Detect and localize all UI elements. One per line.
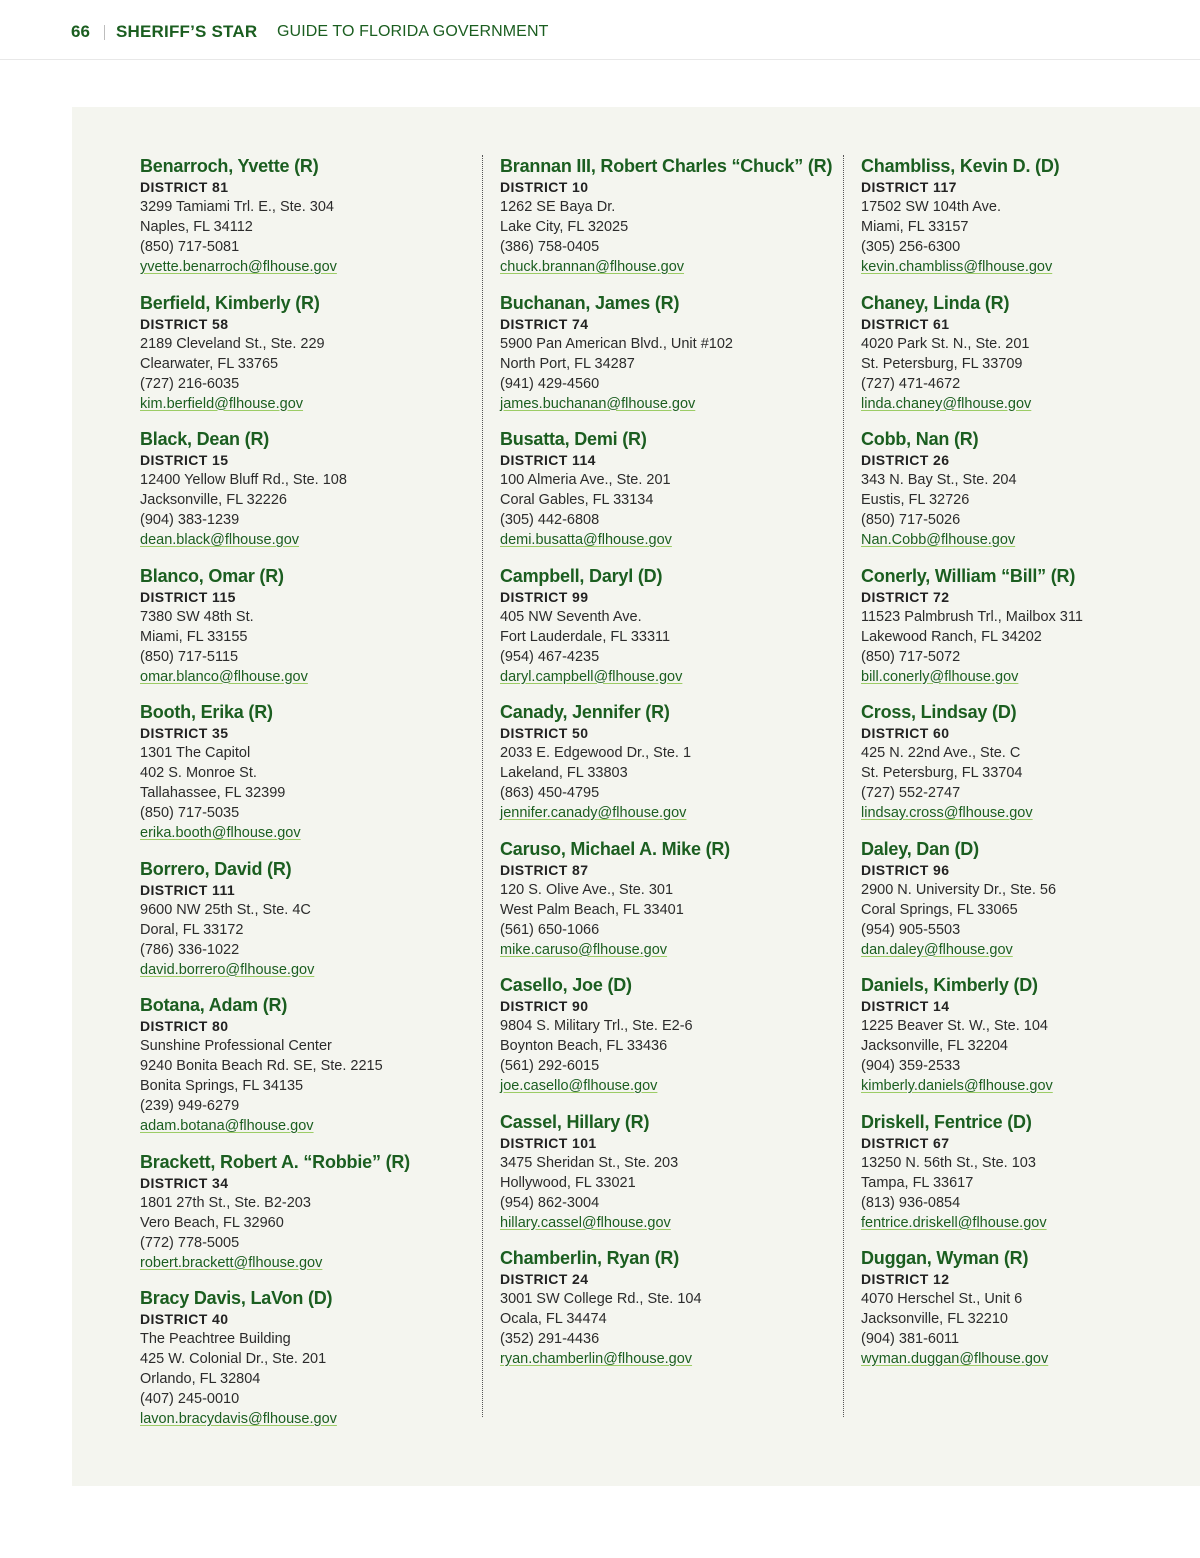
- address-line: Boynton Beach, FL 33436: [500, 1038, 668, 1054]
- phone-number: (941) 429-4560: [500, 375, 600, 392]
- email-link[interactable]: kim.berfield@flhouse.gov: [140, 395, 304, 412]
- address-line: 12400 Yellow Bluff Rd., Ste. 108: [140, 472, 347, 488]
- email-link[interactable]: mike.caruso@flhouse.gov: [500, 941, 668, 958]
- page-number: 66: [71, 22, 90, 41]
- representative-name: Berfield, Kimberly (R): [140, 292, 320, 313]
- phone-number: (850) 717-5035: [140, 805, 240, 821]
- representative-name: Chaney, Linda (R): [861, 292, 1010, 313]
- district-label: DISTRICT 111: [140, 881, 236, 898]
- address-line: Doral, FL 33172: [140, 921, 244, 938]
- address-line: 3001 SW College Rd., Ste. 104: [500, 1291, 702, 1307]
- email-link[interactable]: daryl.campbell@flhouse.gov: [500, 668, 683, 685]
- email-link[interactable]: fentrice.driskell@flhouse.gov: [861, 1214, 1047, 1231]
- district-label: DISTRICT 81: [140, 179, 229, 195]
- email-link[interactable]: kevin.chambliss@flhouse.gov: [861, 259, 1053, 275]
- phone-number: (954) 467-4235: [500, 648, 600, 665]
- address-line: 4070 Herschel St., Unit 6: [861, 1291, 1023, 1307]
- representative-entry: [861, 292, 1191, 414]
- representative-entry: [140, 155, 470, 277]
- phone-number: (904) 381-6011: [861, 1331, 960, 1347]
- address-line: Fort Lauderdale, FL 33311: [500, 628, 671, 645]
- phone-number: (727) 552-2747: [861, 785, 961, 801]
- district-label: DISTRICT 35: [140, 725, 229, 741]
- district-label: DISTRICT 115: [140, 588, 236, 605]
- district-label: DISTRICT 26: [861, 452, 950, 468]
- address-line: 17502 SW 104th Ave.: [861, 199, 1002, 215]
- representative-name: Casello, Joe (D): [500, 975, 632, 995]
- district-label: DISTRICT 24: [500, 1271, 589, 1287]
- address-line: The Peachtree Building: [140, 1331, 291, 1347]
- representative-entry: [140, 994, 470, 1136]
- phone-number: (386) 758-0405: [500, 239, 600, 255]
- representative-name: Cassel, Hillary (R): [500, 1111, 650, 1132]
- phone-number: (850) 717-5026: [861, 512, 961, 528]
- district-label: DISTRICT 10: [500, 179, 589, 195]
- district-label: DISTRICT 12: [861, 1271, 950, 1287]
- district-label: DISTRICT 61: [861, 315, 950, 332]
- representative-name: Blanco, Omar (R): [140, 565, 284, 586]
- address-line: West Palm Beach, FL 33401: [500, 901, 684, 918]
- district-label: DISTRICT 74: [500, 315, 589, 332]
- district-label: DISTRICT 15: [140, 452, 229, 468]
- phone-number: (561) 650-1066: [500, 921, 600, 938]
- district-label: DISTRICT 80: [140, 1018, 229, 1034]
- address-line: Lake City, FL 32025: [500, 219, 629, 235]
- representative-name: Busatta, Demi (R): [500, 429, 647, 449]
- email-link[interactable]: hillary.cassel@flhouse.gov: [500, 1214, 671, 1231]
- email-link[interactable]: robert.brackett@flhouse.gov: [140, 1254, 323, 1271]
- address-line: 3299 Tamiami Trl. E., Ste. 304: [140, 199, 334, 215]
- address-line: 11523 Palmbrush Trl., Mailbox 311: [861, 608, 1083, 625]
- address-line: Lakeland, FL 33803: [500, 765, 628, 781]
- phone-number: (305) 256-6300: [861, 239, 961, 255]
- address-line: 425 N. 22nd Ave., Ste. C: [861, 745, 1021, 761]
- representative-entry: [861, 974, 1191, 1096]
- representative-entry: [861, 155, 1191, 277]
- representative-name: Booth, Erika (R): [140, 702, 273, 722]
- representative-entry: [861, 1247, 1191, 1369]
- phone-number: (850) 717-5115: [140, 648, 239, 665]
- header-divider: [104, 25, 105, 40]
- address-line: 5900 Pan American Blvd., Unit #102: [500, 335, 733, 352]
- email-link[interactable]: dan.daley@flhouse.gov: [861, 941, 1013, 958]
- representative-name: Caruso, Michael A. Mike (R): [500, 838, 730, 859]
- district-label: DISTRICT 72: [861, 588, 950, 605]
- address-line: Coral Springs, FL 33065: [861, 901, 1018, 918]
- address-line: Hollywood, FL 33021: [500, 1174, 636, 1191]
- representative-entry: [861, 565, 1191, 687]
- phone-number: (813) 936-0854: [861, 1194, 961, 1211]
- address-line: 405 NW Seventh Ave.: [500, 608, 642, 625]
- address-line: Jacksonville, FL 32226: [140, 492, 287, 508]
- column-divider: [843, 155, 844, 1417]
- representative-name: Botana, Adam (R): [140, 995, 288, 1015]
- phone-number: (305) 442-6808: [500, 512, 600, 528]
- email-link[interactable]: jennifer.canady@flhouse.gov: [500, 805, 687, 821]
- representative-name: Borrero, David (R): [140, 858, 292, 879]
- representative-name: Campbell, Daryl (D): [500, 565, 663, 586]
- phone-number: (772) 778-5005: [140, 1234, 240, 1251]
- address-line: Ocala, FL 34474: [500, 1311, 607, 1327]
- email-link[interactable]: kimberly.daniels@flhouse.gov: [861, 1078, 1053, 1094]
- phone-number: (786) 336-1022: [140, 941, 240, 958]
- column-divider: [482, 155, 483, 1417]
- address-line: 2900 N. University Dr., Ste. 56: [861, 881, 1057, 898]
- phone-number: (407) 245-0010: [140, 1391, 240, 1407]
- email-link[interactable]: omar.blanco@flhouse.gov: [140, 668, 308, 685]
- email-link[interactable]: chuck.brannan@flhouse.gov: [500, 259, 685, 275]
- address-line: 9804 S. Military Trl., Ste. E2-6: [500, 1018, 693, 1034]
- representative-entry: [500, 701, 830, 823]
- address-line: Miami, FL 33155: [140, 628, 248, 645]
- district-label: DISTRICT 117: [861, 179, 957, 195]
- representative-entry: [140, 428, 470, 550]
- address-line: 120 S. Olive Ave., Ste. 301: [500, 881, 674, 898]
- district-label: DISTRICT 114: [500, 452, 596, 468]
- representative-entry: [140, 858, 470, 980]
- email-link[interactable]: wyman.duggan@flhouse.gov: [861, 1351, 1049, 1367]
- address-line: 13250 N. 56th St., Ste. 103: [861, 1154, 1036, 1171]
- phone-number: (904) 359-2533: [861, 1058, 961, 1074]
- representative-entry: [140, 701, 470, 843]
- district-label: DISTRICT 60: [861, 725, 950, 741]
- address-line: 402 S. Monroe St.: [140, 765, 257, 781]
- directory-column-1: [140, 155, 470, 1444]
- address-line: North Port, FL 34287: [500, 355, 635, 372]
- email-link[interactable]: ryan.chamberlin@flhouse.gov: [500, 1351, 693, 1367]
- district-label: DISTRICT 99: [500, 588, 589, 605]
- phone-number: (954) 862-3004: [500, 1194, 600, 1211]
- address-line: 100 Almeria Ave., Ste. 201: [500, 472, 671, 488]
- address-line: Jacksonville, FL 32204: [861, 1038, 1008, 1054]
- representative-name: Daley, Dan (D): [861, 838, 979, 859]
- representative-name: Brannan III, Robert Charles “Chuck” (R): [500, 156, 833, 176]
- representative-name: Cobb, Nan (R): [861, 429, 979, 449]
- representative-name: Bracy Davis, LaVon (D): [140, 1288, 333, 1308]
- district-label: DISTRICT 67: [861, 1134, 950, 1151]
- address-line: Jacksonville, FL 32210: [861, 1311, 1008, 1327]
- phone-number: (850) 717-5072: [861, 648, 961, 665]
- email-link[interactable]: linda.chaney@flhouse.gov: [861, 395, 1032, 412]
- address-line: 343 N. Bay St., Ste. 204: [861, 472, 1017, 488]
- district-label: DISTRICT 96: [861, 861, 950, 878]
- representative-name: Driskell, Fentrice (D): [861, 1111, 1032, 1132]
- address-line: 1225 Beaver St. W., Ste. 104: [861, 1018, 1048, 1034]
- address-line: Clearwater, FL 33765: [140, 355, 279, 372]
- address-line: 2189 Cleveland St., Ste. 229: [140, 335, 325, 352]
- phone-number: (352) 291-4436: [500, 1331, 600, 1347]
- address-line: Naples, FL 34112: [140, 219, 253, 235]
- address-line: 1301 The Capitol: [140, 745, 251, 761]
- representative-name: Black, Dean (R): [140, 429, 270, 449]
- representative-name: Brackett, Robert A. “Robbie” (R): [140, 1151, 410, 1172]
- representative-name: Daniels, Kimberly (D): [861, 975, 1038, 995]
- email-link[interactable]: lindsay.cross@flhouse.gov: [861, 805, 1033, 821]
- email-link[interactable]: lavon.bracydavis@flhouse.gov: [140, 1411, 337, 1427]
- email-link[interactable]: james.buchanan@flhouse.gov: [500, 395, 696, 412]
- address-line: Eustis, FL 32726: [861, 492, 970, 508]
- section-title: GUIDE TO FLORIDA GOVERNMENT: [277, 23, 549, 40]
- representative-entry: [140, 1151, 470, 1273]
- address-line: Coral Gables, FL 33134: [500, 492, 654, 508]
- representative-name: Cross, Lindsay (D): [861, 702, 1017, 722]
- district-label: DISTRICT 50: [500, 725, 589, 741]
- representative-entry: [500, 565, 830, 687]
- representative-name: Canady, Jennifer (R): [500, 702, 670, 722]
- address-line: 4020 Park St. N., Ste. 201: [861, 335, 1030, 352]
- address-line: 9600 NW 25th St., Ste. 4C: [140, 901, 311, 918]
- representative-name: Duggan, Wyman (R): [861, 1248, 1029, 1268]
- district-label: DISTRICT 87: [500, 861, 589, 878]
- email-link[interactable]: yvette.benarroch@flhouse.gov: [140, 259, 337, 275]
- representative-entry: [500, 292, 830, 414]
- representative-entry: [861, 701, 1191, 823]
- address-line: 9240 Bonita Beach Rd. SE, Ste. 2215: [140, 1058, 383, 1074]
- email-link[interactable]: adam.botana@flhouse.gov: [140, 1118, 314, 1134]
- district-label: DISTRICT 58: [140, 315, 229, 332]
- representative-entry: [500, 155, 833, 277]
- phone-number: (904) 383-1239: [140, 512, 240, 528]
- phone-number: (727) 471-4672: [861, 375, 961, 392]
- representative-entry: [861, 428, 1191, 550]
- phone-number: (850) 717-5081: [140, 239, 240, 255]
- address-line: 7380 SW 48th St.: [140, 608, 254, 625]
- representative-entry: [861, 1111, 1191, 1233]
- address-line: Lakewood Ranch, FL 34202: [861, 628, 1042, 645]
- representative-name: Benarroch, Yvette (R): [140, 156, 319, 176]
- address-line: St. Petersburg, FL 33704: [861, 765, 1023, 781]
- district-label: DISTRICT 34: [140, 1174, 229, 1191]
- address-line: 2033 E. Edgewood Dr., Ste. 1: [500, 745, 692, 761]
- phone-number: (239) 949-6279: [140, 1098, 240, 1114]
- address-line: Miami, FL 33157: [861, 219, 969, 235]
- address-line: 425 W. Colonial Dr., Ste. 201: [140, 1351, 327, 1367]
- directory-column-3: [861, 155, 1191, 1384]
- representative-entry: [500, 1247, 830, 1369]
- representative-name: Chambliss, Kevin D. (D): [861, 156, 1060, 176]
- email-link[interactable]: dean.black@flhouse.gov: [140, 532, 300, 548]
- address-line: 1801 27th St., Ste. B2-203: [140, 1194, 311, 1211]
- address-line: Orlando, FL 32804: [140, 1371, 261, 1387]
- phone-number: (561) 292-6015: [500, 1058, 600, 1074]
- address-line: Vero Beach, FL 32960: [140, 1214, 284, 1231]
- directory-column-2: [500, 155, 833, 1384]
- representative-entry: [140, 1287, 470, 1429]
- address-line: 1262 SE Baya Dr.: [500, 199, 616, 215]
- address-line: Tampa, FL 33617: [861, 1174, 974, 1191]
- email-link[interactable]: erika.booth@flhouse.gov: [140, 825, 301, 841]
- email-link[interactable]: demi.busatta@flhouse.gov: [500, 532, 672, 548]
- representative-name: Buchanan, James (R): [500, 292, 680, 313]
- representative-entry: [500, 428, 830, 550]
- publication-title: SHERIFF’S STAR: [116, 22, 258, 41]
- district-label: DISTRICT 40: [140, 1311, 229, 1327]
- representative-entry: [140, 292, 470, 414]
- representative-entry: [500, 838, 830, 960]
- representative-entry: [140, 565, 470, 687]
- district-label: DISTRICT 101: [500, 1134, 597, 1151]
- address-line: Tallahassee, FL 32399: [140, 785, 286, 801]
- representative-entry: [500, 974, 830, 1096]
- email-link[interactable]: joe.casello@flhouse.gov: [500, 1078, 658, 1094]
- page-header: [0, 0, 1200, 60]
- address-line: Bonita Springs, FL 34135: [140, 1078, 304, 1094]
- email-link[interactable]: david.borrero@flhouse.gov: [140, 961, 315, 978]
- phone-number: (727) 216-6035: [140, 375, 240, 392]
- district-label: DISTRICT 14: [861, 998, 950, 1014]
- phone-number: (954) 905-5503: [861, 921, 961, 938]
- email-link[interactable]: Nan.Cobb@flhouse.gov: [861, 532, 1016, 548]
- address-line: St. Petersburg, FL 33709: [861, 355, 1023, 372]
- email-link[interactable]: bill.conerly@flhouse.gov: [861, 668, 1019, 685]
- address-line: Sunshine Professional Center: [140, 1038, 332, 1054]
- phone-number: (863) 450-4795: [500, 785, 600, 801]
- representative-name: Chamberlin, Ryan (R): [500, 1248, 680, 1268]
- address-line: 3475 Sheridan St., Ste. 203: [500, 1154, 679, 1171]
- representative-entry: [861, 838, 1191, 960]
- representative-name: Conerly, William “Bill” (R): [861, 565, 1076, 586]
- district-label: DISTRICT 90: [500, 998, 589, 1014]
- representative-entry: [500, 1111, 830, 1233]
